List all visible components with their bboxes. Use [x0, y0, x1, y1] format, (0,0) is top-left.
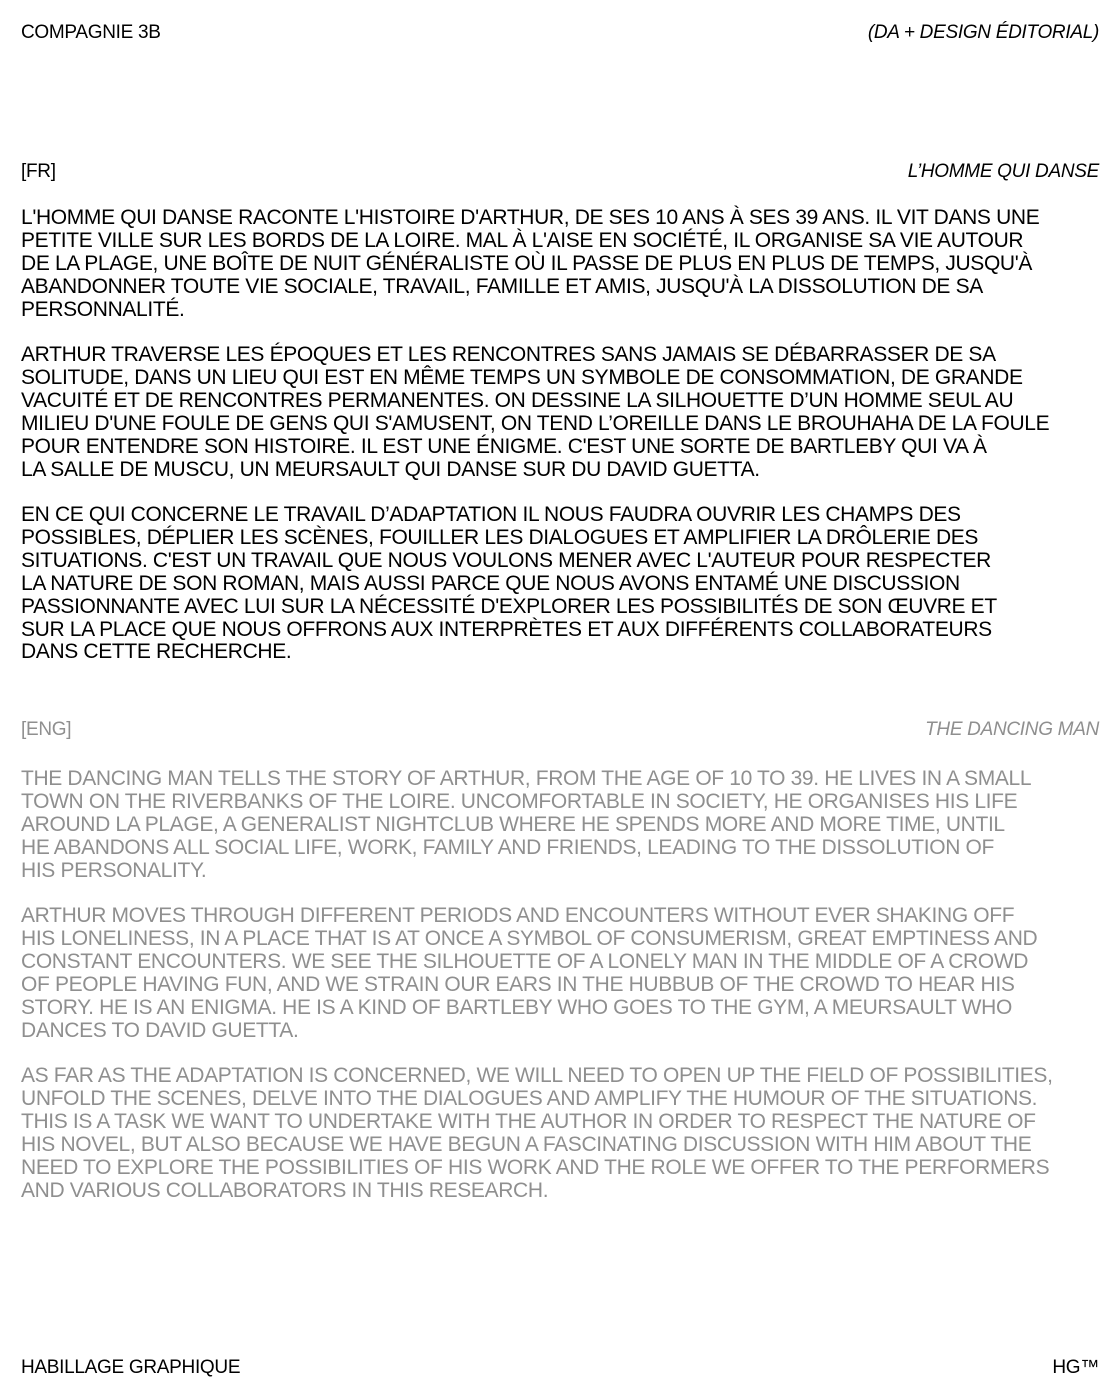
eng-paragraph-2: ARTHUR MOVES THROUGH DIFFERENT PERIODS AND ENCOUNTERS WITHOUT EVER SHAKING OFF HIS LONELINESS, IN A PLACE THAT IS AT ONCE A SYMBOL OF CONSUMERISM, GREAT EMPTINESS AND CONSTANT ENCOUNTERS. WE SEE THE SILHOUETTE OF A LONELY MAN IN THE MIDDLE OF A CROWD OF PEOPLE HAVING FUN, AND WE STRAIN OUR EARS IN THE HUBBUB OF THE CROWD TO HEAR HIS STORY. HE IS AN ENIGMA. HE IS A KIND OF BARTLEBY WHO GOES TO THE GYM, A MEURSAULT WHO DANCES TO DAVID GUETTA. — [21, 904, 1038, 1042]
fr-paragraph-3: EN CE QUI CONCERNE LE TRAVAIL D’ADAPTATION IL NOUS FAUDRA OUVRIR LES CHAMPS DES POSSIBLES, DÉPLIER LES SCÈNES, FOUILLER LES DIALOGUES ET AMPLIFIER LA DRÔLERIE DES SITUATIONS. C'EST UN TRAVAIL QUE NOUS VOULONS MENER AVEC L'AUTEUR POUR RESPECTER LA NATURE DE SON ROMAN, MAIS AUSSI PARCE QUE NOUS AVONS ENTAMÉ UNE DISCUSSION PASSIONNANTE AVEC LUI SUR LA NÉCESSITÉ D'EXPLORER LES POSSIBILITÉS DE SON ŒUVRE ET SUR LA PLACE QUE NOUS OFFRONS AUX INTERPRÈTES ET AUX DIFFÉRENTS COLLABORATEURS DANS CETTE RECHERCHE. — [21, 503, 997, 664]
eng-paragraph-3: AS FAR AS THE ADAPTATION IS CONCERNED, WE WILL NEED TO OPEN UP THE FIELD OF POSSIBILITIES, UNFOLD THE SCENES, DELVE INTO THE DIALOGUES AND AMPLIFY THE HUMOUR OF THE SITUATIONS. THIS IS A TASK WE WANT TO UNDERTAKE WITH THE AUTHOR IN ORDER TO RESPECT THE NATURE OF HIS NOVEL, BUT ALSO BECAUSE WE HAVE BEGUN A FASCINATING DISCUSSION WITH HIM ABOUT THE NEED TO EXPLORE THE POSSIBILITIES OF HIS WORK AND THE ROLE WE OFFER TO THE PERFORMERS AND VARIOUS COLLABORATORS IN THIS RESEARCH. — [21, 1064, 1053, 1202]
footer-trademark: HG™ — [1052, 1357, 1099, 1378]
header-project-type: (DA + DESIGN ÉDITORIAL) — [867, 22, 1099, 43]
footer-label: HABILLAGE GRAPHIQUE — [21, 1357, 241, 1378]
eng-paragraph-1: THE DANCING MAN TELLS THE STORY OF ARTHUR, FROM THE AGE OF 10 TO 39. HE LIVES IN A SMALL TOWN ON THE RIVERBANKS OF THE LOIRE. UNCOMFORTABLE IN SOCIETY, HE ORGANISES HIS LIFE AROUND LA PLAGE, A GENERALIST NIGHTCLUB WHERE HE SPENDS MORE AND MORE TIME, UNTIL HE ABANDONS ALL SOCIAL LIFE, WORK, FAMILY AND FRIENDS, LEADING TO THE DISSOLUTION OF HIS PERSONALITY. — [21, 767, 1032, 882]
fr-paragraph-2: ARTHUR TRAVERSE LES ÉPOQUES ET LES RENCONTRES SANS JAMAIS SE DÉBARRASSER DE SA SOLITUDE, DANS UN LIEU QUI EST EN MÊME TEMPS UN SYMBOLE DE CONSOMMATION, DE GRANDE VACUITÉ ET DE RENCONTRES PERMANENTES. ON DESSINE LA SILHOUETTE D’UN HOMME SEUL AU MILIEU D'UNE FOULE DE GENS QUI S'AMUSENT, ON TEND L’OREILLE DANS LE BROUHAHA DE LA FOULE POUR ENTENDRE SON HISTOIRE. IL EST UNE ÉNIGME. C'EST UNE SORTE DE BARTLEBY QUI VA À LA SALLE DE MUSCU, UN MEURSAULT QUI DANSE SUR DU DAVID GUETTA. — [21, 343, 1050, 481]
fr-title: L’HOMME QUI DANSE — [907, 161, 1099, 182]
fr-language-tag: [FR] — [21, 161, 56, 182]
eng-language-tag: [ENG] — [21, 719, 72, 740]
fr-paragraph-1: L'HOMME QUI DANSE RACONTE L'HISTOIRE D'ARTHUR, DE SES 10 ANS À SES 39 ANS. IL VIT DANS UNE PETITE VILLE SUR LES BORDS DE LA LOIRE. MAL À L'AISE EN SOCIÉTÉ, IL ORGANISE SA VIE AUTOUR DE LA PLAGE, UNE BOÎTE DE NUIT GÉNÉRALISTE OÙ IL PASSE DE PLUS EN PLUS DE TEMPS, JUSQU'À ABANDONNER TOUTE VIE SOCIALE, TRAVAIL, FAMILLE ET AMIS, JUSQU'À LA DISSOLUTION DE SA PERSONNALITÉ. — [21, 206, 1040, 321]
eng-title: THE DANCING MAN — [925, 719, 1099, 740]
header-client-name: COMPAGNIE 3B — [21, 22, 161, 43]
